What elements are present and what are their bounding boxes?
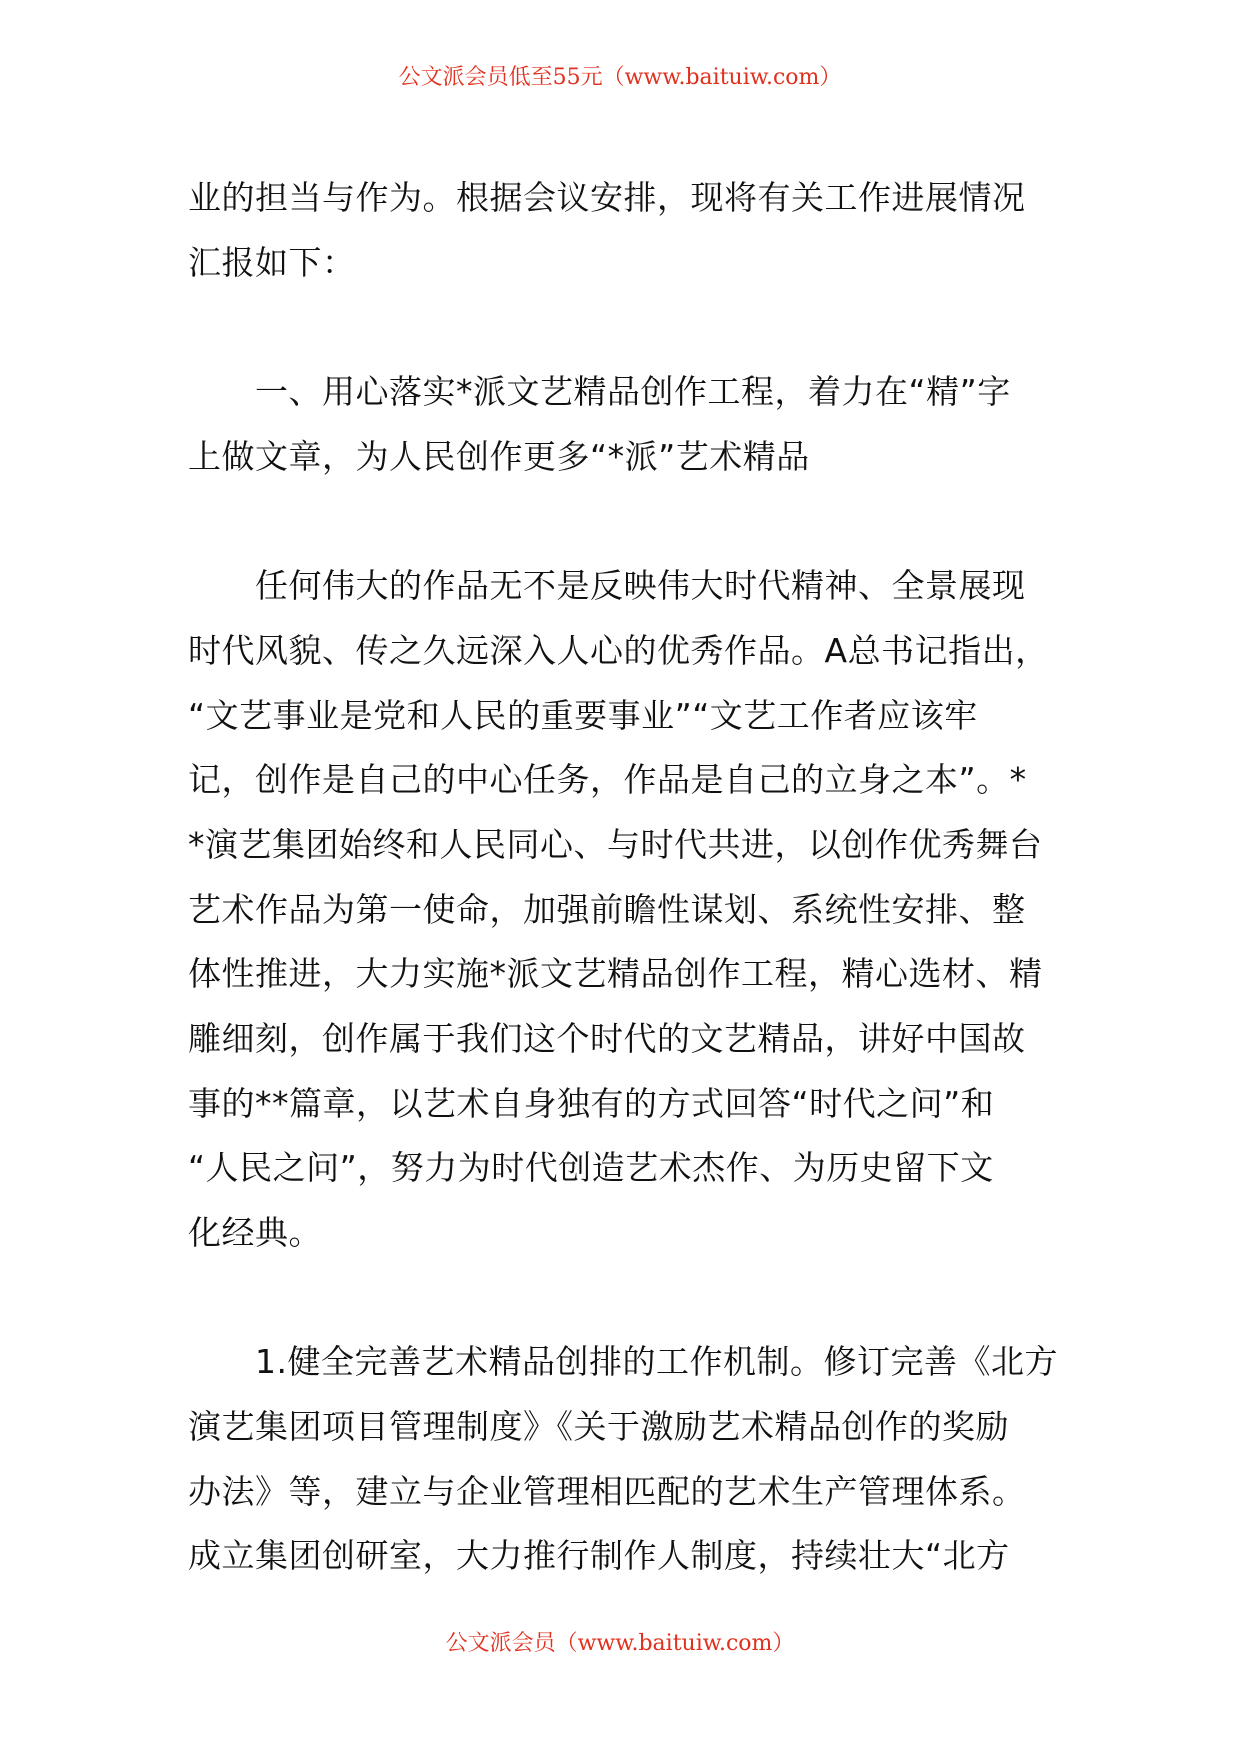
text-line: 雕细刻，创作属于我们这个时代的文艺精品，讲好中国故 bbox=[188, 1018, 1026, 1058]
heading-line: 一、用心落实*派文艺精品创作工程，着力在“精”字 bbox=[188, 372, 1011, 412]
text-line: “文艺事业是党和人民的重要事业”“文艺工作者应该牢 bbox=[188, 695, 978, 735]
text-line: 任何伟大的作品无不是反映伟大时代精神、全景展现 bbox=[188, 566, 1026, 606]
text-line: 成立集团创研室，大力推行制作人制度，持续壮大“北方 bbox=[188, 1536, 1010, 1576]
text-line: 办法》等，建立与企业管理相匹配的艺术生产管理体系。 bbox=[188, 1471, 1026, 1511]
paragraph-spacer bbox=[188, 1266, 1054, 1331]
text-line: “人民之问”，努力为时代创造艺术杰作、为历史留下文 bbox=[188, 1148, 994, 1188]
text-line: 业的担当与作为。根据会议安排，现将有关工作进展情况 bbox=[188, 178, 1026, 217]
paragraph-point-1 bbox=[188, 1330, 1058, 1589]
paragraph-continuation bbox=[188, 166, 1054, 295]
header-watermark-banner: 公文派会员低至55元（www.baituiw.com） bbox=[398, 65, 842, 90]
text-line: 艺术作品为第一使命，加强前瞻性谋划、系统性安排、整 bbox=[188, 889, 1026, 929]
text-line: 汇报如下： bbox=[188, 242, 356, 282]
text-line: 时代风貌、传之久远深入人心的优秀作品。A总书记指出， bbox=[188, 630, 1049, 670]
text-line: 化经典。 bbox=[188, 1213, 322, 1252]
text-line: 1.健全完善艺术精品创排的工作机制。修订完善《北方 bbox=[188, 1342, 1058, 1382]
text-line: 记，创作是自己的中心任务，作品是自己的立身之本”。* bbox=[188, 760, 1027, 800]
text-line: 体性推进，大力实施*派文艺精品创作工程，精心选材、精 bbox=[188, 954, 1043, 994]
document-body bbox=[188, 166, 1058, 1589]
footer-watermark-banner: 公文派会员（www.baituiw.com） bbox=[445, 1631, 795, 1656]
section-heading-1 bbox=[188, 360, 1054, 489]
heading-line: 上做文章，为人民创作更多“*派”艺术精品 bbox=[188, 436, 810, 476]
paragraph-spacer bbox=[188, 489, 1054, 554]
text-line: 事的**篇章，以艺术自身独有的方式回答“时代之问”和 bbox=[188, 1083, 995, 1123]
text-line: *演艺集团始终和人民同心、与时代共进，以创作优秀舞台 bbox=[188, 824, 1043, 864]
paragraph-spacer bbox=[188, 295, 1054, 360]
text-line: 演艺集团项目管理制度》《关于激励艺术精品创作的奖励 bbox=[188, 1407, 1009, 1447]
paragraph-intro bbox=[188, 554, 1054, 1266]
